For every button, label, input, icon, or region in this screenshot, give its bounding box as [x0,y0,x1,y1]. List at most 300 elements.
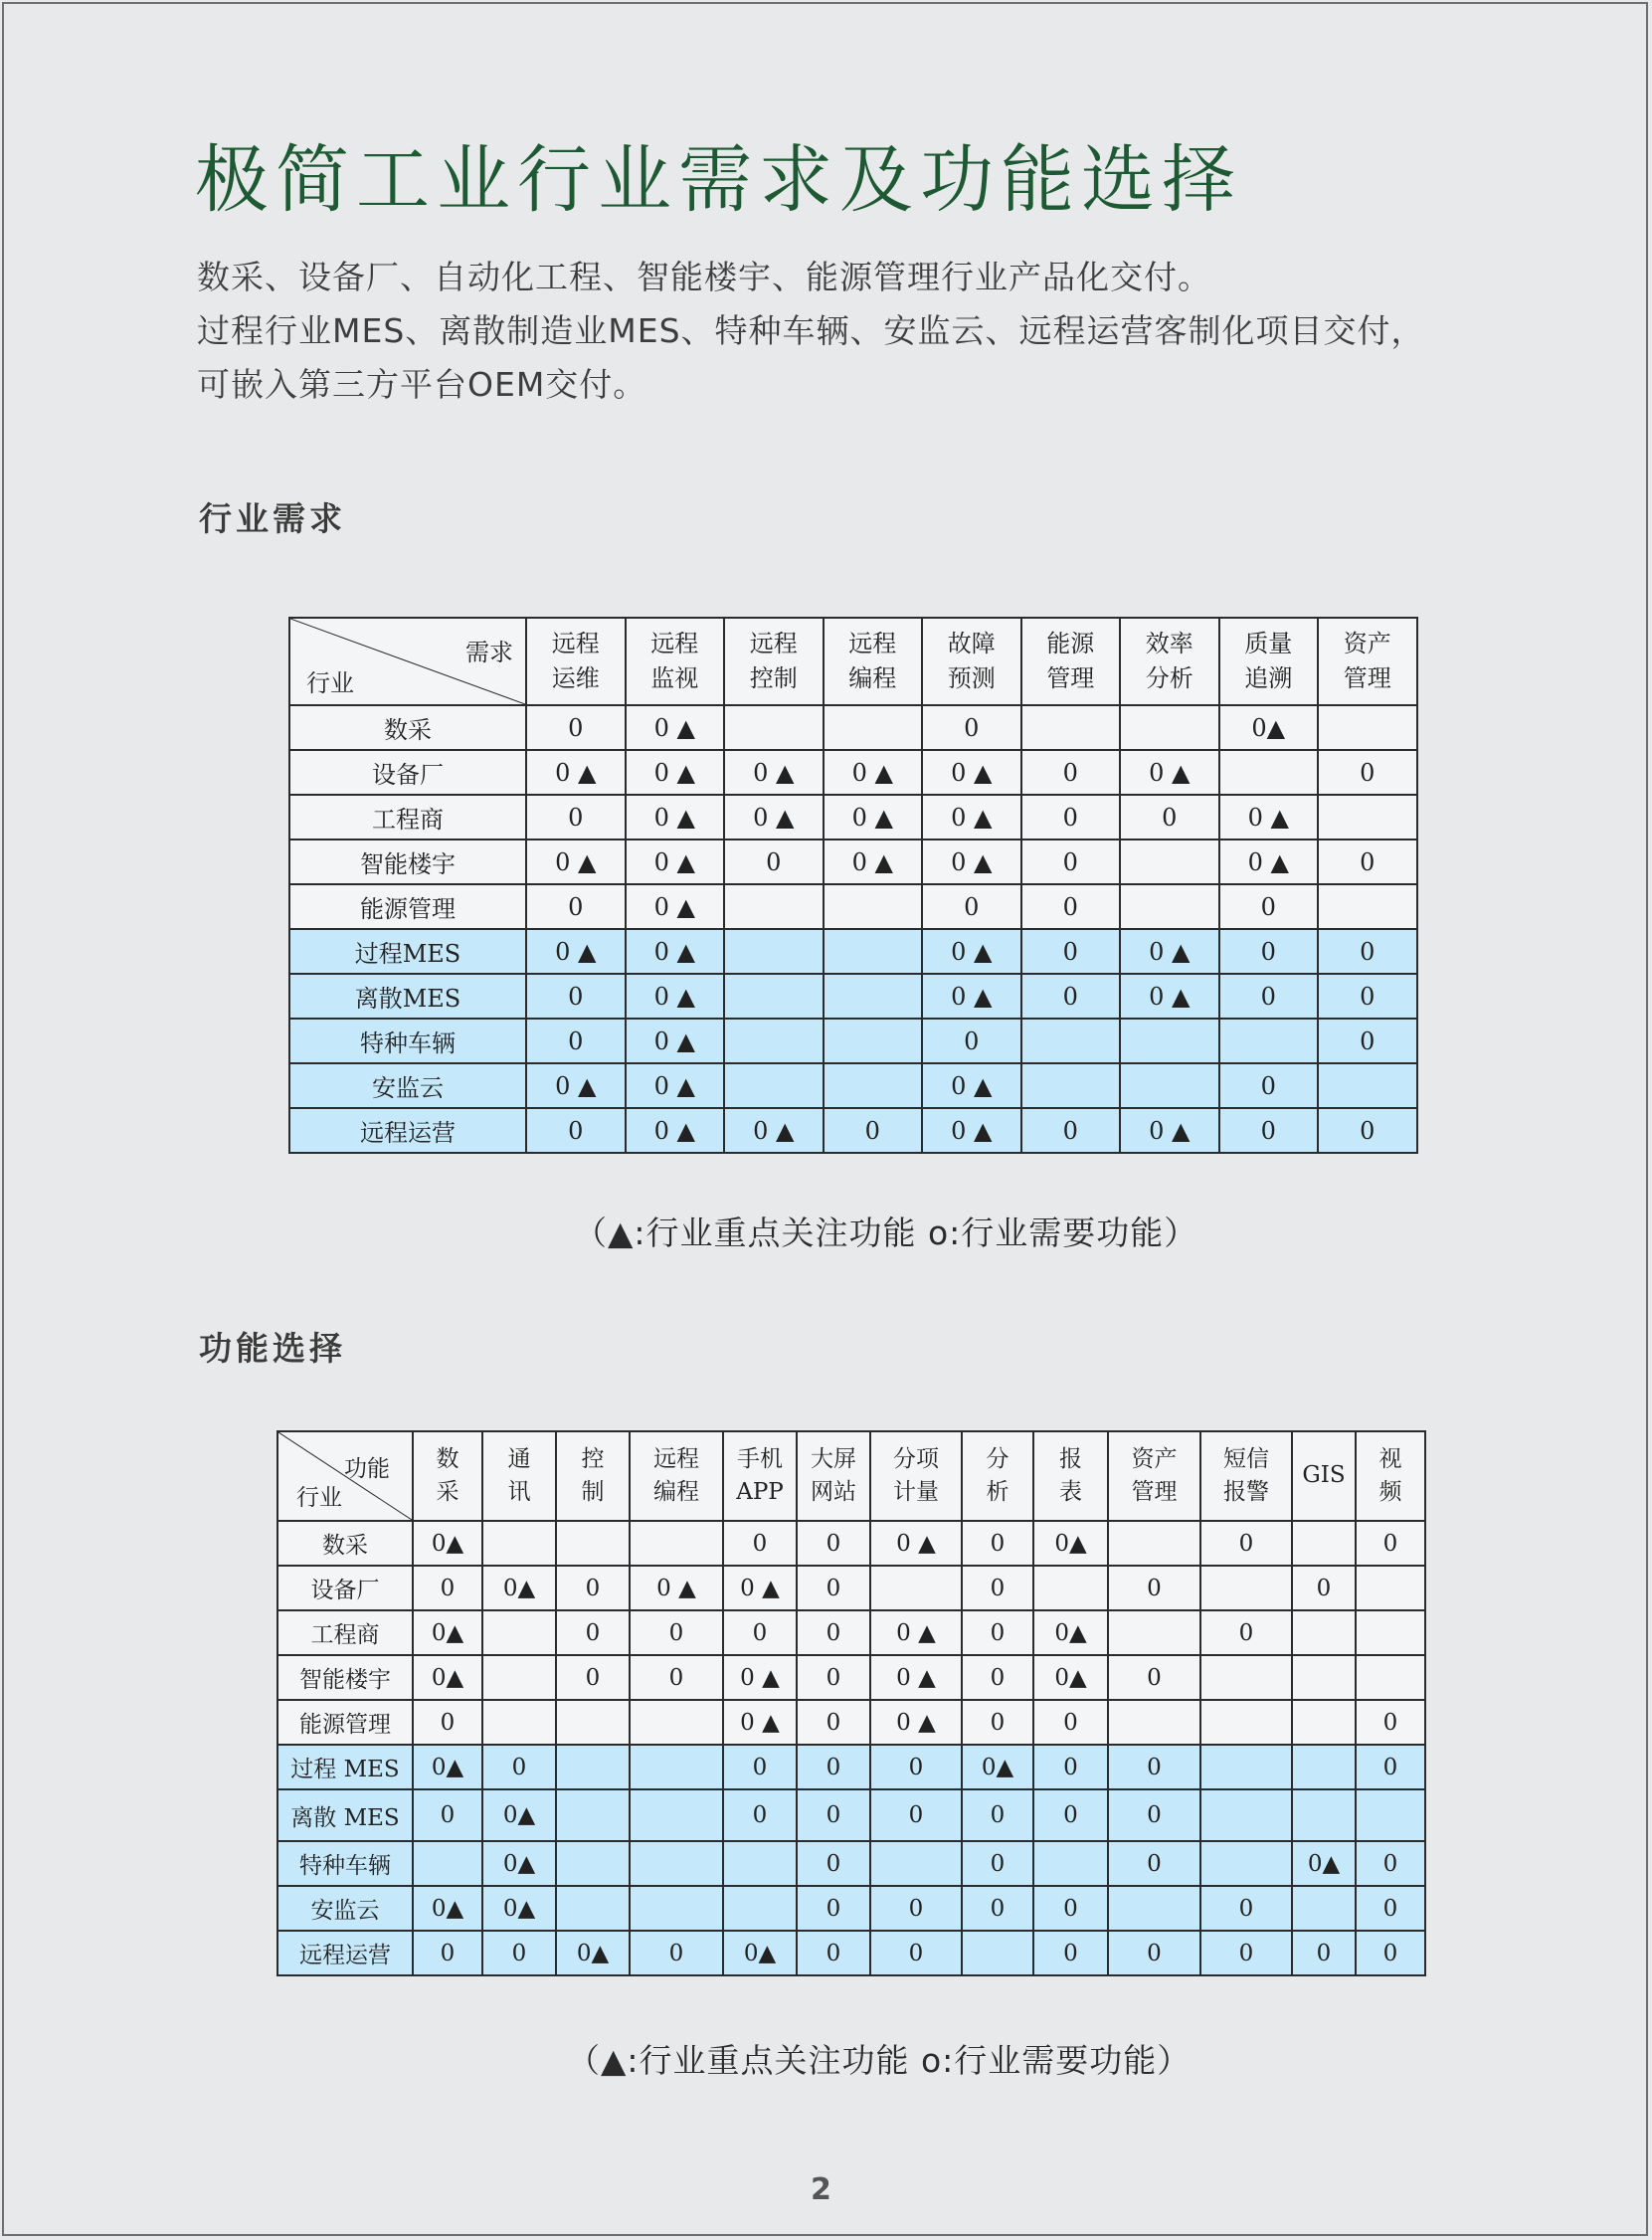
value-cell [824,705,923,750]
value-cell: 0 [962,1655,1033,1700]
value-cell [724,884,824,929]
column-header-text: 监视 [650,664,699,692]
value-cell [630,1789,723,1841]
value-cell [1356,1655,1425,1700]
corner-label-industry: 行业 [296,1485,342,1511]
column-header-text: 编程 [653,1479,699,1505]
value-cell [1318,1063,1417,1108]
value-cell: 0 ▲ [922,795,1021,840]
value-cell: 0 [1021,840,1121,884]
value-cell [1292,1610,1356,1655]
column-header [1200,1431,1292,1521]
column-header-text: 效率 [1145,630,1193,658]
value-cell: 0 ▲ [626,929,725,974]
value-cell: 0▲ [1219,705,1319,750]
column-header-text: GIS [1302,1462,1346,1489]
value-cell [724,974,824,1019]
value-cell: 0▲ [413,1521,482,1566]
value-cell [630,1700,723,1745]
value-cell: 0 [526,795,626,840]
column-header [630,1431,723,1521]
table-row [277,1610,1425,1655]
value-cell: 0 [413,1789,482,1841]
value-cell: 0 [1356,1700,1425,1745]
column-header [1292,1431,1356,1521]
value-cell: 0 [1318,1108,1417,1153]
value-cell: 0 ▲ [723,1566,797,1610]
value-cell: 0 [1200,1886,1292,1931]
value-cell: 0 [1318,974,1417,1019]
value-cell [1200,1745,1292,1789]
value-cell: 0 [797,1931,870,1975]
industry-name-cell: 设备厂 [289,750,526,795]
value-cell: 0▲ [556,1931,630,1975]
value-cell: 0 [1356,1841,1425,1886]
value-cell [1033,1566,1108,1610]
column-header-text: 分项 [893,1445,939,1472]
value-cell [482,1655,556,1700]
value-cell: 0 [526,974,626,1019]
column-header [797,1431,870,1521]
value-cell [1108,1610,1200,1655]
value-cell [556,1700,630,1745]
legend-functions: （▲:行业重点关注功能 o:行业需要功能） [567,2041,1192,2080]
value-cell: 0 ▲ [824,795,923,840]
value-cell [1200,1566,1292,1610]
value-cell: 0 ▲ [723,1700,797,1745]
industry-name-cell: 能源管理 [289,884,526,929]
value-cell: 0 [797,1841,870,1886]
column-header [482,1431,556,1521]
value-cell [482,1700,556,1745]
value-cell [556,1745,630,1789]
industry-name-cell: 安监云 [277,1886,413,1931]
value-cell [1219,1019,1319,1063]
column-header-text: 管理 [1343,664,1391,692]
value-cell [723,1886,797,1931]
value-cell: 0 ▲ [626,705,725,750]
industry-name-cell: 特种车辆 [277,1841,413,1886]
table-row [277,1521,1425,1566]
value-cell: 0 [630,1931,723,1975]
table-row [289,840,1417,884]
table-row [289,884,1417,929]
value-cell: 0 [1219,929,1319,974]
value-cell: 0 [724,840,824,884]
value-cell: 0 [630,1655,723,1700]
value-cell: 0 [723,1610,797,1655]
table-row [289,929,1417,974]
value-cell: 0▲ [413,1745,482,1789]
value-cell [630,1841,723,1886]
industry-name-cell: 过程 MES [277,1745,413,1789]
value-cell: 0 ▲ [922,1108,1021,1153]
value-cell [1292,1745,1356,1789]
value-cell [482,1521,556,1566]
value-cell: 0 [723,1789,797,1841]
value-cell [1318,705,1417,750]
value-cell: 0 [413,1700,482,1745]
table-header-row [277,1431,1425,1521]
value-cell: 0 ▲ [1120,974,1219,1019]
value-cell [556,1841,630,1886]
column-header [724,618,824,705]
value-cell [1356,1610,1425,1655]
value-cell: 0 [413,1566,482,1610]
value-cell: 0 [1021,974,1121,1019]
value-cell: 0 [556,1566,630,1610]
section-heading-function-selection: 功能选择 [199,1329,346,1368]
column-header-text: 远程 [848,630,897,658]
table-row [277,1745,1425,1789]
value-cell [1292,1789,1356,1841]
function-selection-table [276,1430,1426,1976]
column-header [1033,1431,1108,1521]
value-cell: 0 [1108,1931,1200,1975]
value-cell: 0 [962,1521,1033,1566]
industry-name-cell: 远程运营 [277,1931,413,1975]
table-row [277,1841,1425,1886]
value-cell: 0 [1292,1566,1356,1610]
value-cell: 0 ▲ [1219,795,1319,840]
value-cell: 0▲ [482,1566,556,1610]
corner-label-function: 功能 [344,1456,390,1482]
column-header [526,618,626,705]
column-header-text: 通 [507,1445,531,1472]
value-cell: 0 [870,1931,962,1975]
value-cell: 0 ▲ [922,1063,1021,1108]
column-header-text: 远程 [749,630,798,658]
value-cell: 0 [1318,929,1417,974]
value-cell: 0 [1033,1700,1108,1745]
industry-name-cell: 工程商 [277,1610,413,1655]
value-cell [824,884,923,929]
industry-name-cell: 过程MES [289,929,526,974]
section-heading-industry-needs: 行业需求 [199,499,346,538]
value-cell: 0 ▲ [922,974,1021,1019]
column-header [723,1431,797,1521]
industry-name-cell: 特种车辆 [289,1019,526,1063]
column-header [1356,1431,1425,1521]
value-cell: 0 [797,1655,870,1700]
value-cell: 0▲ [962,1745,1033,1789]
column-header [1021,618,1121,705]
column-header-text: 分 [986,1445,1010,1472]
value-cell: 0▲ [413,1610,482,1655]
table-row [289,750,1417,795]
value-cell [630,1745,723,1789]
column-header-text: 手机 [737,1445,783,1472]
page-number: 2 [811,2172,831,2207]
value-cell: 0 [1219,1108,1319,1153]
column-header-text: 报 [1059,1445,1082,1472]
value-cell [962,1931,1033,1975]
table-row [289,795,1417,840]
corner-label-demand: 需求 [465,639,513,666]
value-cell [1219,750,1319,795]
column-header-text: 编程 [848,664,897,692]
value-cell [870,1566,962,1610]
table-row [289,705,1417,750]
industry-name-cell: 离散MES [289,974,526,1019]
table-row [277,1931,1425,1975]
value-cell: 0 ▲ [630,1566,723,1610]
corner-cell [289,618,526,705]
industry-name-cell: 设备厂 [277,1566,413,1610]
value-cell: 0 [1108,1841,1200,1886]
value-cell: 0 [797,1566,870,1610]
column-header [1120,618,1219,705]
intro-line: 过程行业MES、离散制造业MES、特种车辆、安监云、远程运营客制化项目交付， [197,311,1425,350]
column-header-text: 大屏 [811,1445,856,1472]
value-cell: 0 [1021,929,1121,974]
value-cell: 0 ▲ [723,1655,797,1700]
value-cell [1318,884,1417,929]
value-cell [1120,884,1219,929]
value-cell: 0 [824,1108,923,1153]
value-cell: 0 [556,1610,630,1655]
column-header-text: 追溯 [1244,664,1293,692]
column-header [922,618,1021,705]
column-header-text: 远程 [653,1445,699,1472]
value-cell: 0 [1120,795,1219,840]
value-cell: 0 [962,1700,1033,1745]
value-cell: 0 ▲ [626,840,725,884]
intro-text [197,251,1425,412]
value-cell: 0 [1108,1789,1200,1841]
industry-name-cell: 安监云 [289,1063,526,1108]
value-cell: 0 [797,1610,870,1655]
value-cell: 0▲ [1292,1841,1356,1886]
column-header-text: APP [736,1479,784,1505]
value-cell: 0 ▲ [626,974,725,1019]
value-cell: 0 [962,1610,1033,1655]
value-cell [1200,1700,1292,1745]
value-cell: 0 ▲ [824,750,923,795]
column-header-text: 频 [1378,1479,1402,1505]
column-header [413,1431,482,1521]
column-header [626,618,725,705]
value-cell: 0 ▲ [870,1521,962,1566]
column-header [962,1431,1033,1521]
value-cell: 0 ▲ [626,1019,725,1063]
value-cell [1200,1789,1292,1841]
value-cell: 0 [1356,1931,1425,1975]
value-cell: 0 ▲ [724,795,824,840]
value-cell [1292,1521,1356,1566]
column-header-text: 表 [1059,1479,1082,1505]
value-cell [1292,1886,1356,1931]
value-cell: 0 ▲ [626,1108,725,1153]
column-header [1318,618,1417,705]
column-header-text: 远程 [650,630,699,658]
value-cell: 0 [630,1610,723,1655]
value-cell [1021,1063,1121,1108]
table-row [277,1566,1425,1610]
value-cell: 0 ▲ [526,840,626,884]
value-cell: 0 [1033,1886,1108,1931]
value-cell [556,1521,630,1566]
value-cell [1021,1019,1121,1063]
value-cell: 0 [1356,1521,1425,1566]
value-cell: 0 [922,705,1021,750]
value-cell [630,1521,723,1566]
value-cell: 0 [870,1745,962,1789]
value-cell: 0 [723,1745,797,1789]
value-cell [824,929,923,974]
value-cell: 0 [1033,1745,1108,1789]
value-cell: 0 [556,1655,630,1700]
value-cell [824,1063,923,1108]
value-cell: 0 [922,1019,1021,1063]
value-cell [1108,1700,1200,1745]
value-cell [1356,1789,1425,1841]
value-cell: 0 [1292,1931,1356,1975]
value-cell [724,705,824,750]
column-header-text: 控制 [749,664,798,692]
value-cell: 0▲ [482,1841,556,1886]
column-header-text: 资产 [1131,1445,1178,1472]
value-cell: 0 ▲ [626,750,725,795]
value-cell: 0 ▲ [1120,929,1219,974]
column-header-text: 析 [986,1479,1010,1505]
value-cell: 0 ▲ [1120,750,1219,795]
value-cell: 0 ▲ [922,929,1021,974]
column-header-text: 质量 [1244,630,1293,658]
industry-name-cell: 工程商 [289,795,526,840]
table-row [277,1700,1425,1745]
column-header-text: 数 [436,1445,459,1472]
value-cell: 0 [723,1521,797,1566]
value-cell: 0 ▲ [870,1655,962,1700]
value-cell: 0 ▲ [870,1610,962,1655]
value-cell: 0▲ [482,1886,556,1931]
column-header-text: 讯 [507,1479,531,1505]
value-cell [1120,705,1219,750]
value-cell: 0 ▲ [724,1108,824,1153]
legend-needs: （▲:行业重点关注功能 o:行业需要功能） [574,1213,1198,1252]
value-cell: 0 ▲ [922,840,1021,884]
value-cell: 0 [413,1931,482,1975]
column-header [1219,618,1319,705]
value-cell: 0 [797,1700,870,1745]
column-header [870,1431,962,1521]
value-cell: 0▲ [1033,1655,1108,1700]
value-cell [1033,1841,1108,1886]
value-cell: 0 [1219,974,1319,1019]
column-header-text: 远程 [551,630,600,658]
value-cell: 0 [1219,1063,1319,1108]
value-cell: 0 [1033,1789,1108,1841]
industry-needs-table [288,617,1418,1154]
value-cell: 0 ▲ [724,750,824,795]
industry-name-cell: 智能楼宇 [277,1655,413,1700]
industry-name-cell: 离散 MES [277,1789,413,1841]
table-row [277,1886,1425,1931]
value-cell: 0▲ [413,1655,482,1700]
value-cell [1318,795,1417,840]
column-header-text: 资产 [1343,630,1391,658]
value-cell [724,1063,824,1108]
value-cell: 0 ▲ [626,1063,725,1108]
value-cell: 0 [526,1108,626,1153]
value-cell: 0 [797,1745,870,1789]
value-cell: 0 [1200,1521,1292,1566]
column-header-text: 故障 [947,630,996,658]
value-cell: 0 [962,1566,1033,1610]
value-cell [1292,1700,1356,1745]
value-cell: 0 [797,1789,870,1841]
column-header-text: 视 [1378,1445,1402,1472]
value-cell: 0▲ [1033,1610,1108,1655]
value-cell [724,929,824,974]
column-header-text: 报警 [1223,1479,1269,1505]
industry-name-cell: 智能楼宇 [289,840,526,884]
table-row [277,1655,1425,1700]
value-cell: 0 [1021,884,1121,929]
value-cell: 0 [1021,1108,1121,1153]
column-header-text: 管理 [1131,1479,1178,1505]
value-cell: 0 [526,1019,626,1063]
value-cell: 0 ▲ [1219,840,1319,884]
industry-name-cell: 数采 [289,705,526,750]
table-header-row [289,618,1417,705]
value-cell [1120,840,1219,884]
value-cell: 0 ▲ [626,884,725,929]
value-cell [1292,1655,1356,1700]
value-cell: 0 [1318,1019,1417,1063]
value-cell [870,1841,962,1886]
value-cell: 0 [1200,1610,1292,1655]
table-row [277,1789,1425,1841]
column-header [824,618,923,705]
value-cell: 0 [1108,1745,1200,1789]
value-cell: 0 [870,1789,962,1841]
corner-cell [277,1431,413,1521]
value-cell: 0 [1219,884,1319,929]
value-cell [824,974,923,1019]
value-cell: 0 [1356,1745,1425,1789]
value-cell: 0 [1318,840,1417,884]
value-cell: 0 [1021,795,1121,840]
value-cell: 0 ▲ [824,840,923,884]
column-header-text: 管理 [1046,664,1095,692]
intro-line: 可嵌入第三方平台OEM交付。 [197,365,647,404]
value-cell: 0 [870,1886,962,1931]
value-cell [1108,1521,1200,1566]
table-row [289,1019,1417,1063]
value-cell: 0 [797,1521,870,1566]
value-cell: 0 ▲ [526,750,626,795]
value-cell: 0 [1033,1931,1108,1975]
value-cell [556,1886,630,1931]
column-header-text: 计量 [893,1479,939,1505]
value-cell: 0 [797,1886,870,1931]
value-cell [1108,1886,1200,1931]
corner-label-industry: 行业 [306,669,354,697]
intro-line: 数采、设备厂、自动化工程、智能楼宇、能源管理行业产品化交付。 [197,258,1211,296]
value-cell [482,1610,556,1655]
column-header-text: 制 [581,1479,605,1505]
value-cell [724,1019,824,1063]
value-cell: 0 [1021,750,1121,795]
value-cell [556,1789,630,1841]
value-cell [1200,1655,1292,1700]
value-cell: 0▲ [413,1886,482,1931]
value-cell: 0 [526,884,626,929]
table-row [289,1063,1417,1108]
value-cell: 0 [1200,1931,1292,1975]
